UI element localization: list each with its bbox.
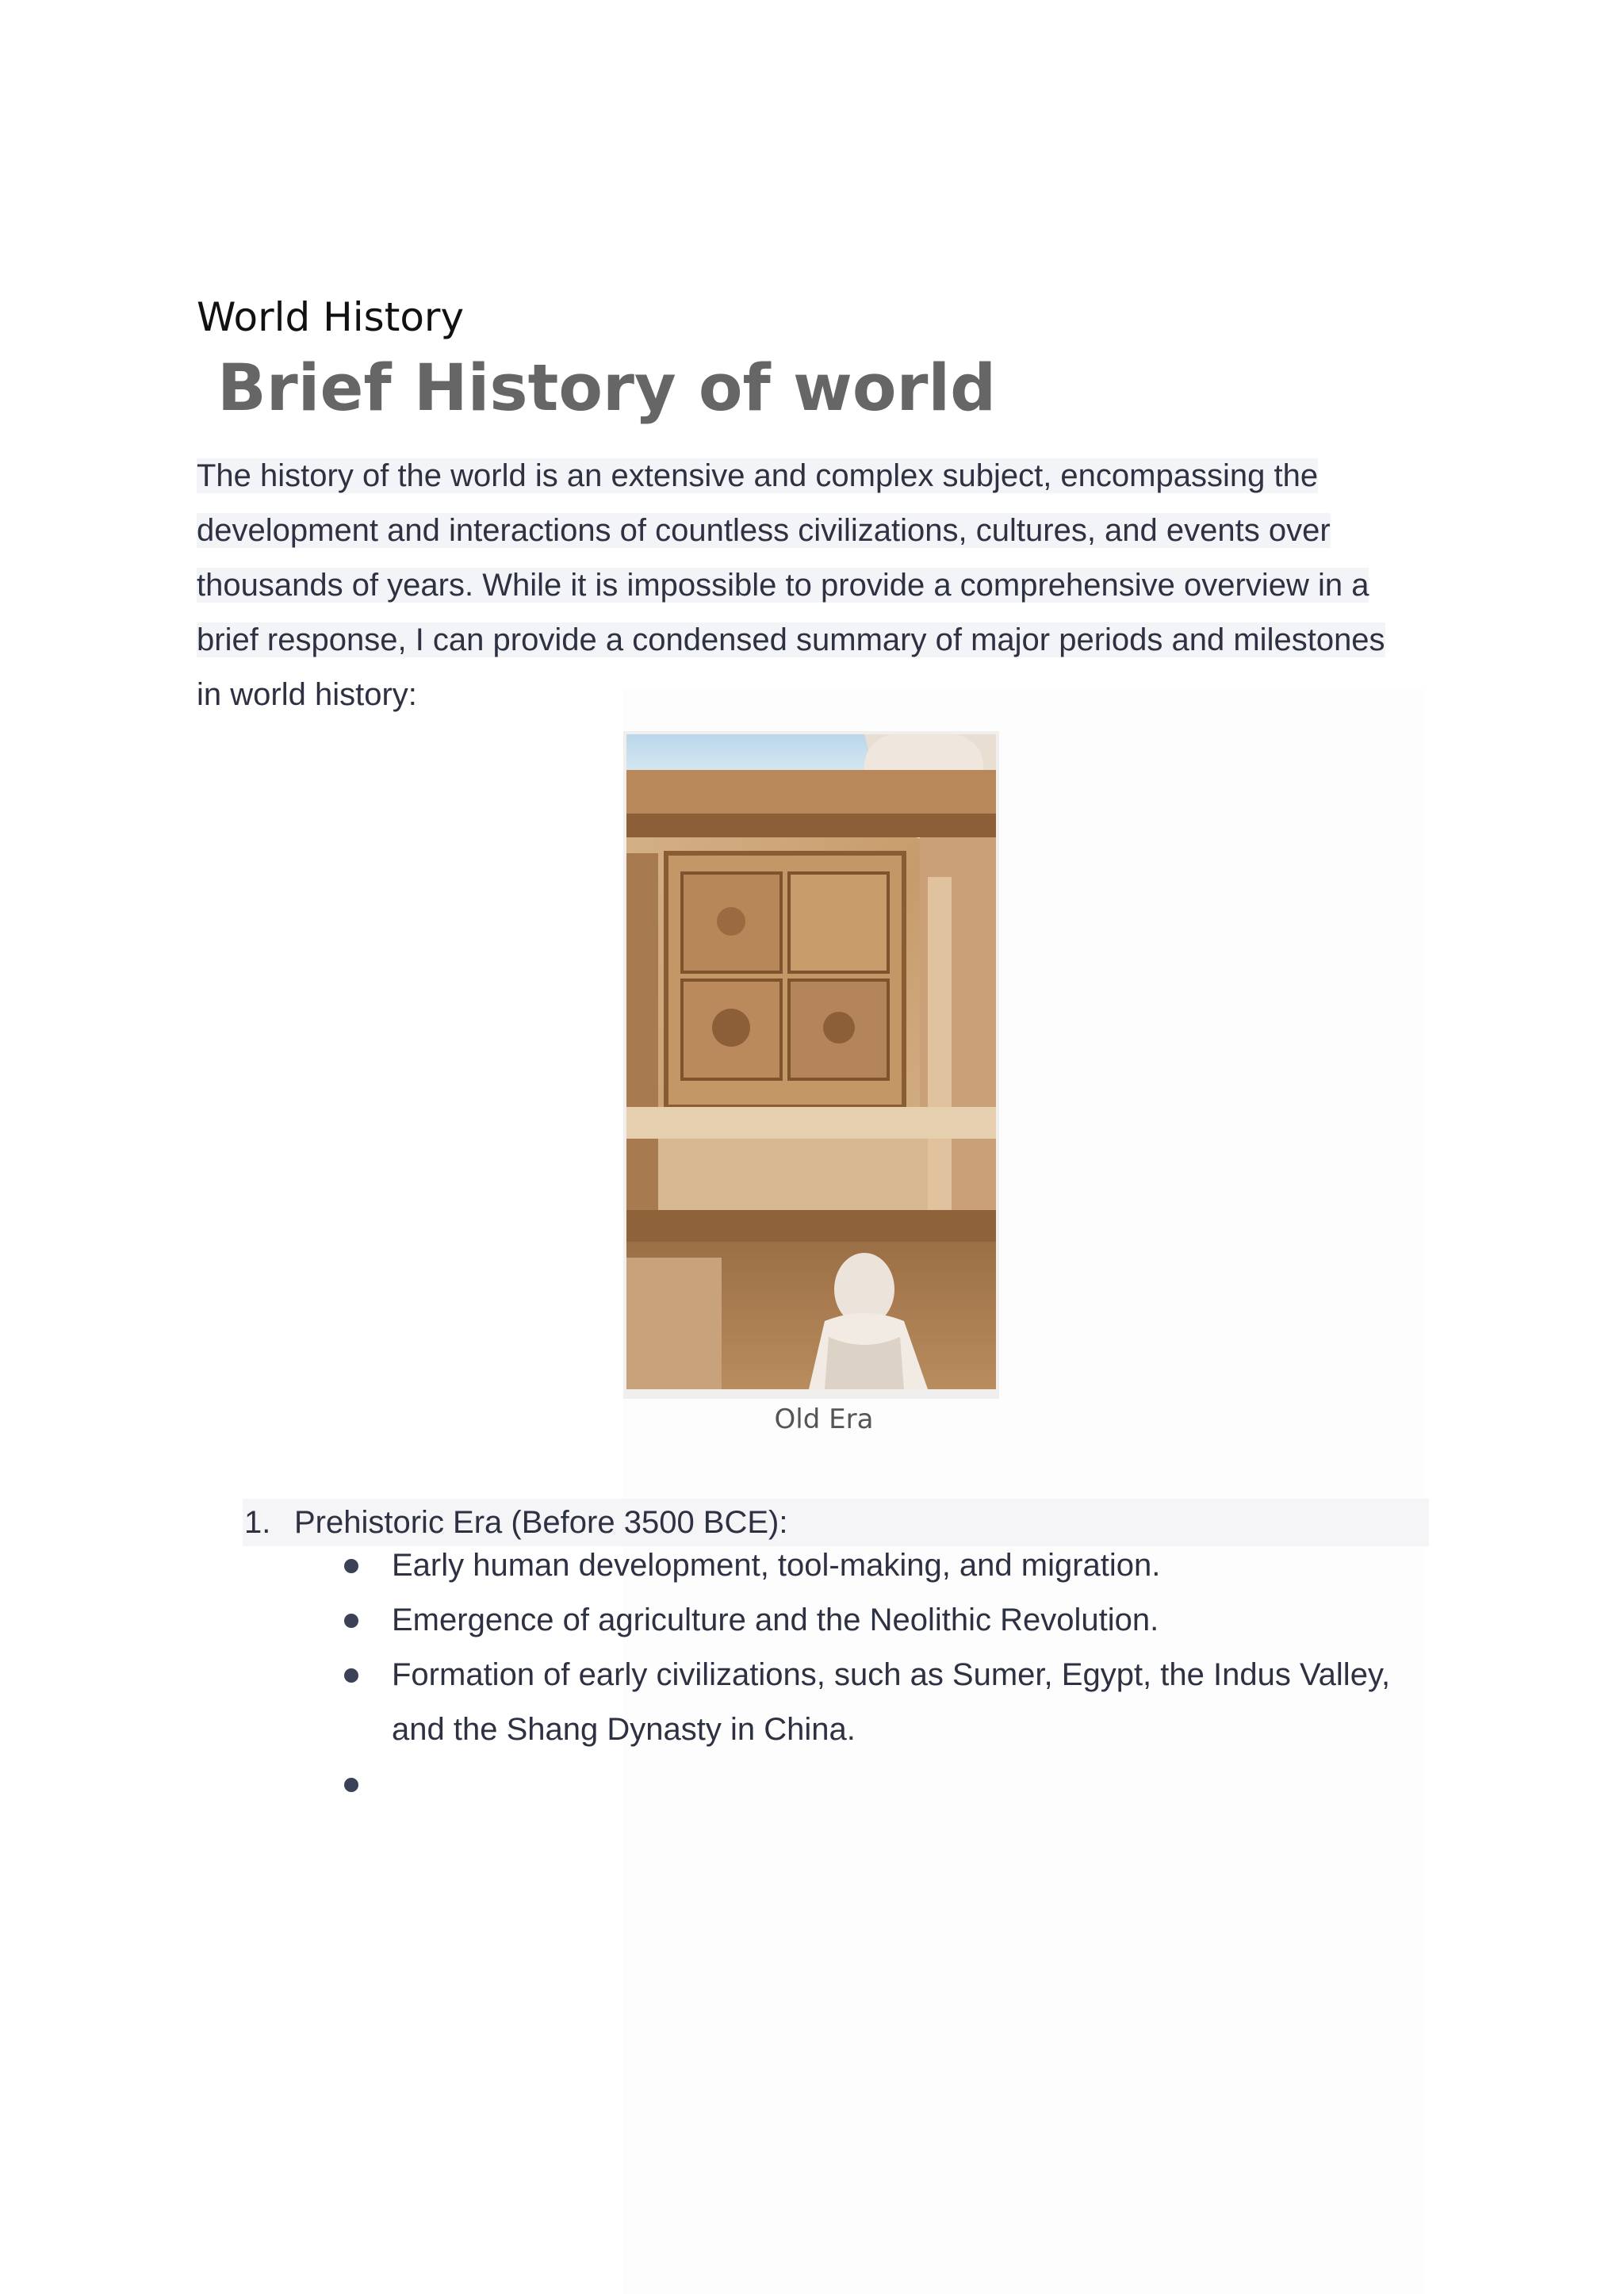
intro-line: The history of the world is an extensive and complex subject, encompassing the xyxy=(197,458,1319,493)
figure-caption: Old Era xyxy=(774,1404,874,1435)
intro-line: development and interactions of countless civilizations, cultures, and events over xyxy=(197,513,1331,548)
bullet-item xyxy=(392,1538,1423,1593)
intro-line: in world history: xyxy=(197,677,417,712)
bullet-text-continued: and the Shang Dynasty in China. xyxy=(392,1712,856,1747)
bullet-item xyxy=(392,1648,1423,1757)
ancient-stone-facade-photo xyxy=(626,734,996,1389)
bullet-icon xyxy=(344,1614,358,1628)
bullet-icon xyxy=(344,1778,358,1792)
bullet-item-empty[interactable] xyxy=(392,1757,1423,1812)
bullet-item xyxy=(392,1593,1423,1648)
page-heading: Brief History of world xyxy=(217,351,997,426)
list-item-title: Prehistoric Era (Before 3500 BCE): xyxy=(294,1505,788,1540)
list-number: 1. xyxy=(244,1505,271,1540)
ancient-facade-image xyxy=(626,734,996,1389)
intro-paragraph xyxy=(197,449,1434,722)
bullet-icon xyxy=(344,1559,358,1573)
bullet-list xyxy=(392,1538,1423,1812)
bullet-text: Formation of early civilizations, such as Sumer, Egypt, the Indus Valley, xyxy=(392,1657,1391,1692)
intro-line: brief response, I can provide a condensed summary of major periods and milestones xyxy=(197,622,1385,657)
bullet-icon xyxy=(344,1668,358,1683)
bullet-text: Emergence of agriculture and the Neolithic Revolution. xyxy=(392,1603,1159,1637)
document-title: World History xyxy=(197,294,465,340)
bullet-text: Early human development, tool-making, and migration. xyxy=(392,1548,1161,1583)
intro-line: thousands of years. While it is impossible to provide a comprehensive overview in a xyxy=(197,568,1369,603)
